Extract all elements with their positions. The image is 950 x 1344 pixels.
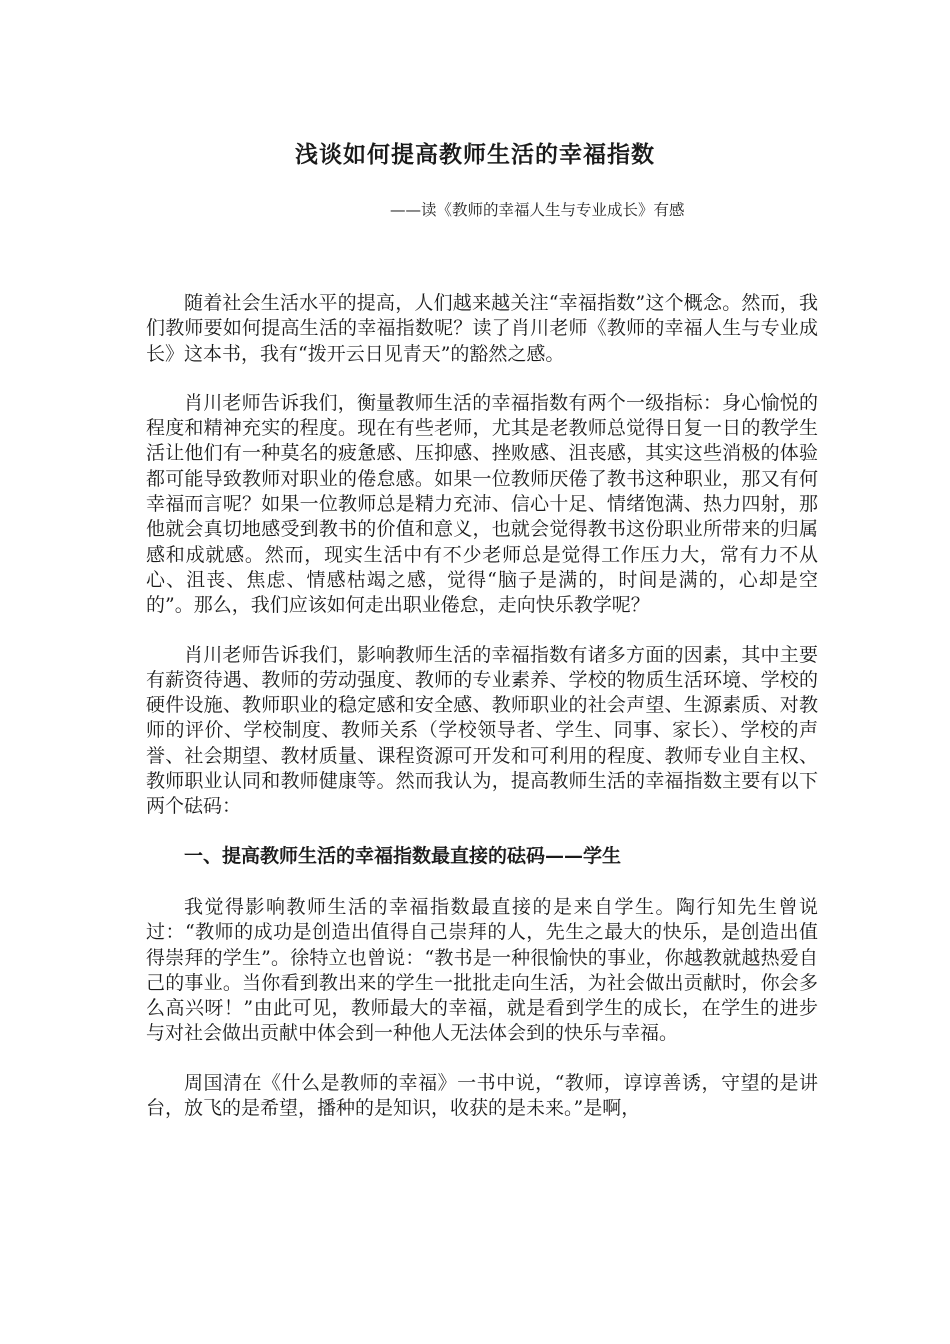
paragraph: 我觉得影响教师生活的幸福指数最直接的是来自学生。陶行知先生曾说过：“教师的成功是创造出值得自己崇拜的人，先生之最大的快乐，是创造出值得崇拜的学生”。徐特立也曾说：“教书是一种很愉快的事业，你越教就越热爱自己的事业。当你看到教出来的学生一批批走向生活，为社会做出贡献时，你会多么高兴呀！”由此可见，教师最大的幸福，就是看到学生的成长，在学生的进步与对社会做出贡献中体会到一种他人无法体会到的快乐与幸福。 — [146, 895, 818, 1045]
document-title: 浅谈如何提高教师生活的幸福指数 — [295, 141, 655, 168]
paragraph: 肖川老师告诉我们，影响教师生活的幸福指数有诸多方面的因素，其中主要有薪资待遇、教师的劳动强度、教师的专业素养、学校的物质生活环境、学校的硬件设施、教师职业的稳定感和安全感、教师职业的社会声望、生源素质、对教师的评价、学校制度、教师关系（学校领导者、学生、同事、家长）、学校的声誉、社会期望、教材质量、课程资源可开发和可利用的程度、教师专业自主权、教师职业认同和教师健康等。然而我认为，提高教师生活的幸福指数主要有以下两个砝码： — [146, 643, 818, 818]
section-heading: 一、提高教师生活的幸福指数最直接的砝码——学生 — [184, 844, 622, 867]
paragraph: 周国清在《什么是教师的幸福》一书中说，“教师，谆谆善诱，守望的是讲台，放飞的是希望，播种的是知识，收获的是未来。”是啊， — [146, 1071, 818, 1120]
document-body — [146, 291, 818, 1145]
paragraph: 随着社会生活水平的提高，人们越来越关注“幸福指数”这个概念。然而，我们教师要如何提高生活的幸福指数呢？读了肖川老师《教师的幸福人生与专业成长》这本书，我有“拨开云日见青天”的豁然之感。 — [146, 292, 818, 365]
document-subtitle: ——读《教师的幸福人生与专业成长》有感 — [390, 201, 685, 219]
paragraph: 肖川老师告诉我们，衡量教师生活的幸福指数有两个一级指标：身心愉悦的程度和精神充实的程度。现在有些老师，尤其是老教师总觉得日复一日的教学生活让他们有一种莫名的疲惫感、压抑感、挫败感、沮丧感，其实这些消极的体验都可能导致教师对职业的倦怠感。如果一位教师厌倦了教书这种职业，那又有何幸福而言呢？如果一位教师总是精力充沛、信心十足、情绪饱满、热力四射，那他就会真切地感受到教书的价值和意义，也就会觉得教书这份职业所带来的归属感和成就感。然而，现实生活中有不少老师总是觉得工作压力大，常有力不从心、沮丧、焦虑、情感枯竭之感，觉得“脑子是满的，时间是满的，心却是空的”。那么，我们应该如何走出职业倦怠，走向快乐教学呢？ — [146, 391, 818, 617]
